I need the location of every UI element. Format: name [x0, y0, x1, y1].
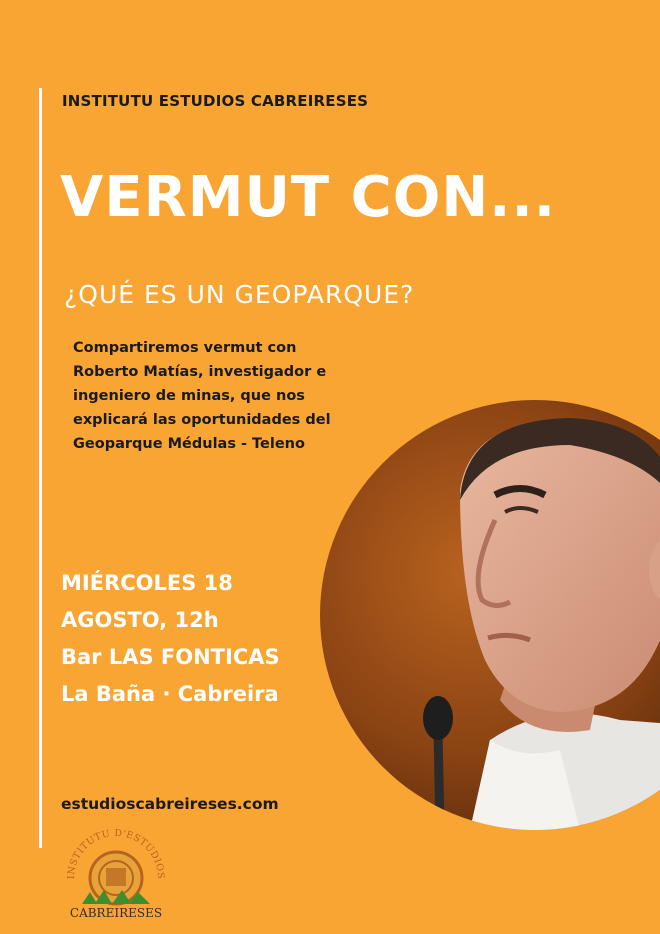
logo-arc-text: INSTITUTU D'ESTUDIOS — [65, 827, 167, 880]
event-time: AGOSTO, 12h — [61, 608, 219, 632]
event-date: MIÉRCOLES 18 — [61, 571, 233, 595]
website-link[interactable]: estudioscabreireses.com — [61, 795, 279, 813]
speaker-photo — [320, 400, 660, 830]
description-line: Roberto Matías, investigador e — [73, 364, 327, 380]
event-location: La Baña · Cabreira — [61, 682, 279, 706]
event-title: VERMUT CON... — [60, 165, 556, 230]
description-line: ingeniero de minas, que nos — [73, 388, 305, 404]
institute-logo — [62, 820, 170, 920]
vertical-divider — [39, 88, 42, 848]
logo-bottom-text: CABREIRESES — [69, 906, 163, 920]
event-venue: Bar LAS FONTICAS — [61, 645, 280, 669]
description-line: Geoparque Médulas - Teleno — [73, 436, 305, 452]
description-line: Compartiremos vermut con — [73, 340, 297, 356]
event-details — [61, 565, 280, 713]
organization-name: INSTITUTU ESTUDIOS CABREIRESES — [62, 92, 369, 110]
event-subtitle: ¿QUÉ ES UN GEOPARQUE? — [64, 280, 415, 309]
description-line: explicará las oportunidades del — [73, 412, 331, 428]
